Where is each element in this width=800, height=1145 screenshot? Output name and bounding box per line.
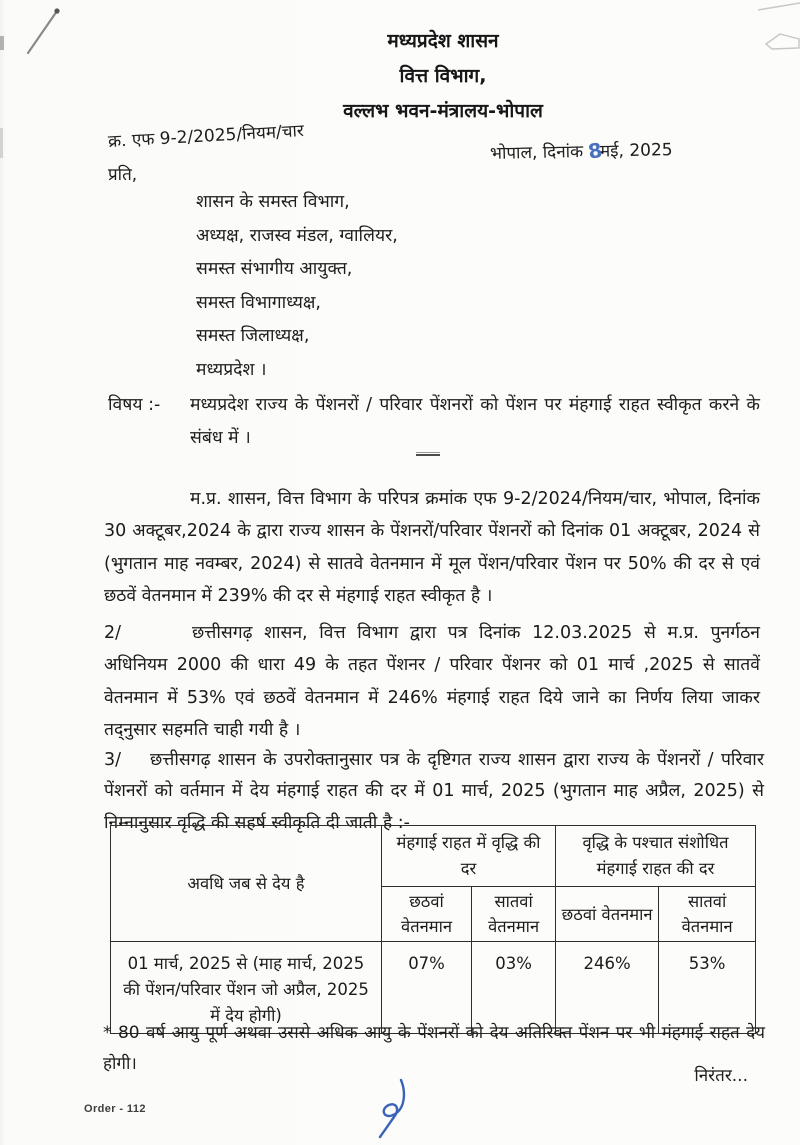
date-line — [490, 136, 673, 164]
continuation-marker: निरंतर... — [694, 1066, 748, 1086]
subheader-7th-pay: सातवां वेतनमान — [472, 887, 556, 942]
cell-period: 01 मार्च, 2025 से (माह मार्च, 2025 की पेंशन/परिवार पेंशन जो अप्रैल, 2025 में देय होगी) — [111, 942, 382, 1034]
addressee-item: समस्त संभागीय आयुक्त, — [196, 259, 353, 279]
scan-edge-mark — [0, 36, 4, 50]
reference-number: क्र. एफ 9-2/2025/नियम/चार — [107, 121, 305, 152]
column-header-revised: वृद्धि के पश्चात संशोधित मंहगाई राहत की दर — [556, 826, 756, 887]
date-prefix: भोपाल, दिनांक — [489, 141, 584, 164]
scan-edge-mark — [0, 128, 3, 158]
addressee-item: समस्त विभागाध्यक्ष, — [196, 292, 321, 313]
pen-stroke-mark — [22, 4, 66, 62]
addressee-item: अध्यक्ष, राजस्व मंडल, ग्वालियर, — [196, 225, 398, 246]
salutation: प्रति, — [108, 165, 138, 185]
paragraph-text: छत्तीसगढ़ शासन, वित्त विभाग द्वारा पत्र दिनांक 12.03.2025 से म.प्र. पुनर्गठन अधिनियम 2000 की धारा 49 के तहत पेंशनर / परिवार पेंशनर को 01 मार्च ,2025 से सातवें वेतनमान में 53% एवं छठवें वेतनमान में 246% मंहगाई राहत दिये जाने का निर्णय लिया जाकर तद्नुसार सहमति चाही गयी है । — [104, 622, 760, 740]
footnote: * 80 वर्ष आयु पूर्ण अथवा उससे अधिक आयु के पेंशनरों को देय अतिरिक्त पेंशन पर भी मंहगाई राहत देय होगी। — [103, 1023, 765, 1074]
cell-value: 07% — [381, 942, 471, 1034]
cell-value: 53% — [659, 942, 756, 1034]
subheader-6th-pay: छठवां वेतनमान — [381, 887, 471, 942]
handwritten-day: 8 — [586, 137, 605, 164]
subheader-6th-pay: छठवां वेतनमान — [556, 887, 659, 942]
subheader-7th-pay: सातवां वेतनमान — [659, 887, 756, 942]
addressee-list — [196, 186, 398, 387]
body-paragraph-1: म.प्र. शासन, वित्त विभाग के परिपत्र क्रमांक एफ 9-2/2024/नियम/चार, भोपाल, दिनांक 30 अक्टूबर,2024 के द्वारा राज्य शासन के पेंशनरों/परिवार पेंशनरों को दिनांक 01 अक्टूबर, 2024 से (भुगतान माह नवम्बर, 2024) से सातवे वेतनमान में मूल पेंशन/परिवार पेंशन पर 50% की दर से एवं छठवें वेतनमान में 239% की दर से मंहगाई राहत स्वीकृत है । — [104, 488, 760, 606]
paragraph-number: 2/ — [104, 622, 122, 643]
column-header-increase: मंहगाई राहत में वृद्धि की दर — [381, 826, 555, 887]
paragraph-text: छत्तीसगढ़ शासन के उपरोक्तानुसार पत्र के दृष्टिगत राज्य शासन द्वारा राज्य के पेंशनरों / परिवार पेंशनरों को वर्तमान में देय मंहगाई राहत की दर में 01 मार्च, 2025 (भुगतान माह अप्रैल, 2025) से निम्नानुसार वृद्धि की सहर्ष स्वीकृति दी जाती है :- — [104, 749, 764, 833]
handwritten-squiggle-mark — [372, 1078, 414, 1140]
separator-mark — [416, 452, 440, 456]
letterhead — [100, 24, 786, 129]
date-suffix: मई, 2025 — [599, 140, 673, 162]
addressee-item: समस्त जिलाध्यक्ष, — [196, 326, 310, 346]
letterhead-address: वल्लभ भवन-मंत्रालय-भोपाल — [343, 100, 543, 122]
table-group-header-row — [111, 826, 756, 887]
subject-text: मध्यप्रदेश राज्य के पेंशनरों / परिवार पेंशनरों को पेंशन पर मंहगाई राहत स्वीकृत करने के संबंध में । — [190, 395, 760, 448]
subject-label: विषय :- — [108, 395, 161, 415]
cell-value: 246% — [556, 942, 659, 1034]
column-header-period: अवधि जब से देय है — [111, 826, 382, 942]
order-number-footer: Order - 112 — [84, 1103, 146, 1115]
dearness-relief-table — [110, 825, 756, 1034]
letterhead-government: मध्यप्रदेश शासन — [387, 30, 499, 52]
body-paragraph-2 — [104, 617, 760, 747]
addressee-item: शासन के समस्त विभाग, — [196, 192, 350, 212]
paragraph-number: 3/ — [104, 749, 122, 770]
subject-row — [108, 389, 760, 455]
addressee-item: मध्यप्रदेश । — [196, 359, 267, 380]
letterhead-department: वित्त विभाग, — [399, 65, 487, 87]
cell-value: 03% — [472, 942, 556, 1034]
